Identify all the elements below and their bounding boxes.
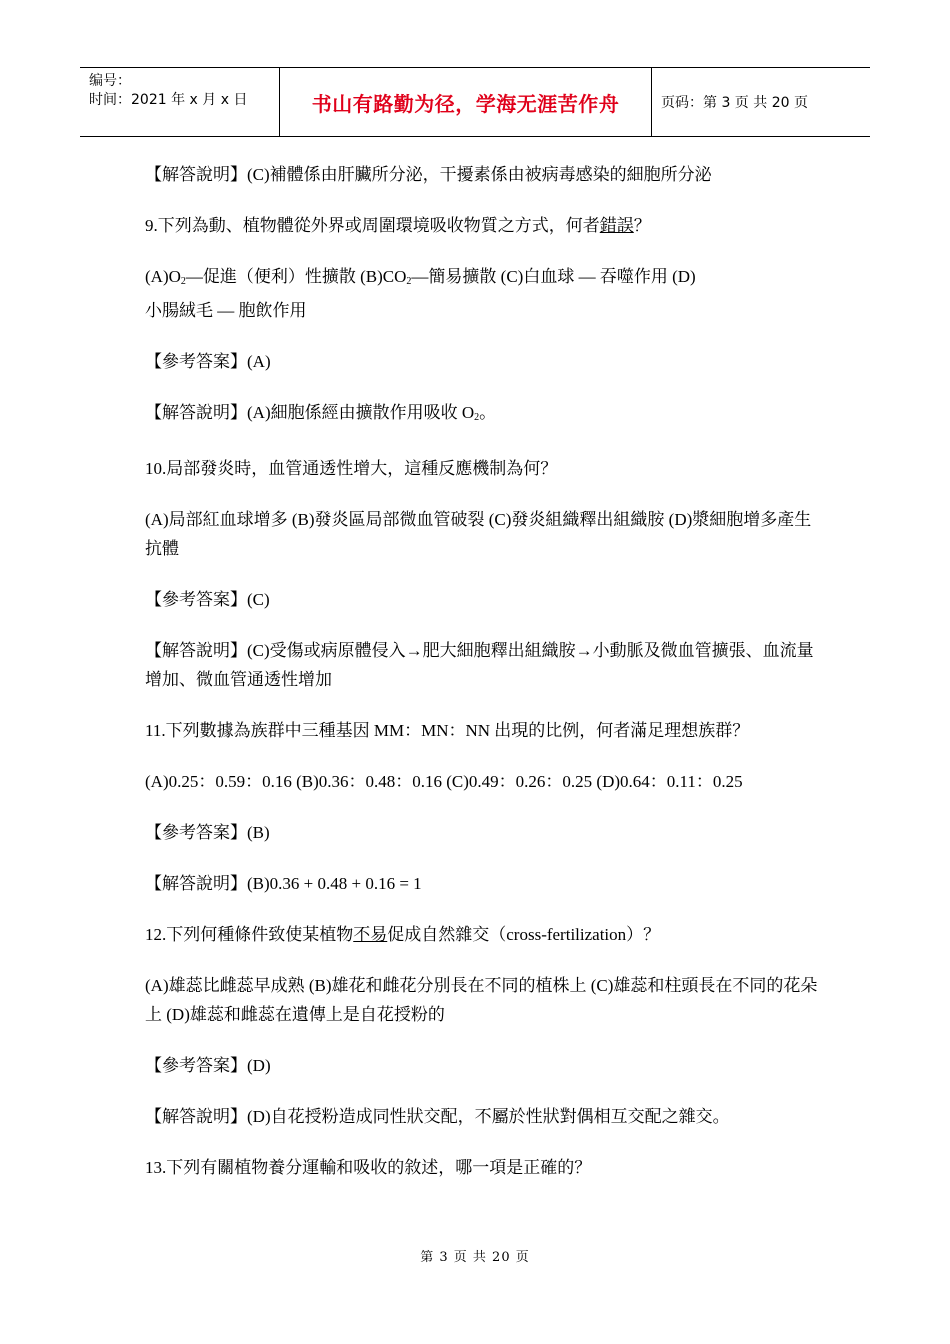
explanation-10: 【解答說明】(C)受傷或病原體侵入→肥大細胞釋出組織胺→小動脈及微血管擴張、血流量增加、微血管通透性增加 xyxy=(145,641,814,689)
page-footer: 第 3 页 共 20 页 xyxy=(420,1250,530,1265)
header-page-number: 页码：第 3 页 共 20 页 xyxy=(661,95,808,111)
subscript-2: 2 xyxy=(474,412,480,423)
q9-text: 9.下列為動、植物體從外界或周圍環境吸收物質之方式，何者 xyxy=(145,216,600,235)
q12-underlined: 不易 xyxy=(353,925,388,944)
question-11-options: (A)0.25：0.59：0.16 (B)0.36：0.48：0.16 (C)0.49：0.26：0.25 (D)0.64：0.11：0.25 xyxy=(145,772,743,791)
q9-underlined: 錯誤 xyxy=(599,216,634,235)
time-label: 时间：2021 年 x 月 x 日 xyxy=(89,92,248,108)
q12-text-end: 促成自然雜交（cross-fertilization）？ xyxy=(387,925,661,944)
explanation-11: 【解答說明】(B)0.36 + 0.48 + 0.16 = 1 xyxy=(145,874,422,893)
q9-opt-d: 小腸絨毛 — 胞飲作用 xyxy=(145,301,307,320)
question-10-options: (A)局部紅血球增多 (B)發炎區局部微血管破裂 (C)發炎組織釋出組織胺 (D)漿細胞增多產生抗體 xyxy=(145,510,812,558)
code-label: 编号： xyxy=(89,73,131,89)
question-9 xyxy=(145,211,825,240)
q9-text-end: ？ xyxy=(633,216,651,235)
question-12-options: (A)雄蕊比雌蕊早成熟 (B)雄花和雌花分別長在不同的植株上 (C)雄蕊和柱頭長在不同的花朵上 (D)雄蕊和雌蕊在遺傳上是自花授粉的 xyxy=(145,976,818,1024)
question-13: 13.下列有關植物養分運輸和吸收的敘述，哪一項是正確的？ xyxy=(145,1158,592,1177)
answer-9: 【參考答案】(A) xyxy=(145,352,271,371)
subscript-2: 2 xyxy=(180,276,186,287)
q9-exp-text: 【解答說明】(A)細胞係經由擴散作用吸收 O xyxy=(145,403,475,422)
header-meta xyxy=(80,68,280,136)
header-motto: 书山有路勤为径，学海无涯苦作舟 xyxy=(280,68,652,136)
q9-exp-end: 。 xyxy=(479,403,497,422)
question-12 xyxy=(145,920,825,949)
explanation-12: 【解答說明】(D)自花授粉造成同性狀交配，不屬於性狀對偶相互交配之雜交。 xyxy=(145,1107,730,1126)
q9-opt-b: —促進（便利）性擴散 (B)CO xyxy=(185,267,407,286)
page-header xyxy=(80,67,870,137)
answer-11: 【參考答案】(B) xyxy=(145,823,270,842)
explanation-8: 【解答說明】(C)補體係由肝臟所分泌，干擾素係由被病毒感染的細胞所分泌 xyxy=(145,165,712,184)
explanation-9 xyxy=(145,398,825,432)
q12-text: 12.下列何種條件致使某植物 xyxy=(145,925,354,944)
answer-10: 【參考答案】(C) xyxy=(145,590,270,609)
q9-opt-a: (A)O xyxy=(145,267,181,286)
question-10: 10.局部發炎時，血管通透性增大，這種反應機制為何？ xyxy=(145,459,558,478)
question-9-options xyxy=(145,262,825,325)
document-body xyxy=(145,160,825,1204)
question-11: 11.下列數據為族群中三種基因 MM：MN：NN 出現的比例，何者滿足理想族群？ xyxy=(145,721,750,740)
subscript-2: 2 xyxy=(406,276,412,287)
q9-opt-c: —簡易擴散 (C)白血球 — 吞噬作用 (D) xyxy=(411,267,696,286)
answer-12: 【參考答案】(D) xyxy=(145,1056,271,1075)
